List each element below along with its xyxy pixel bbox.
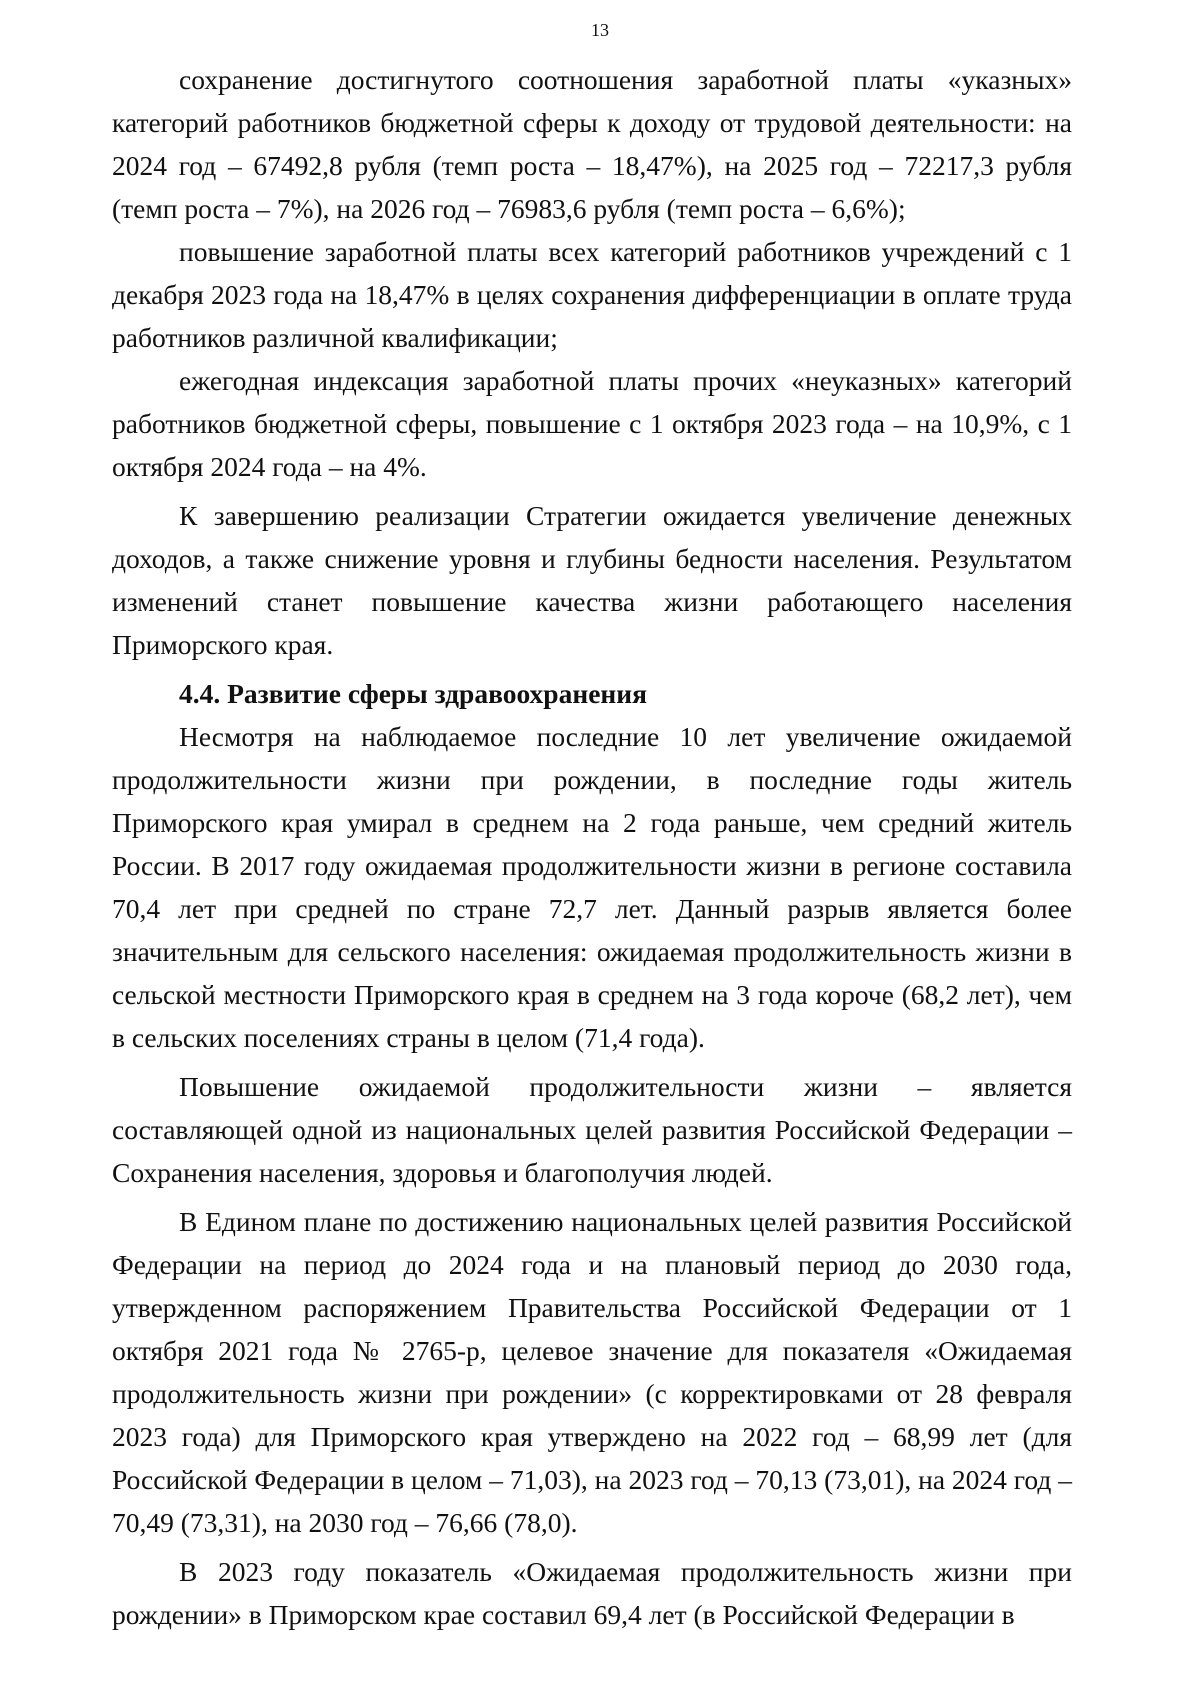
paragraph-2023-indicator: В 2023 году показатель «Ожидаемая продолжительность жизни при рождении» в Приморском крае составил 69,4 лет (в Российской Федерации в <box>112 1556 1072 1630</box>
paragraph-salary-ratio: сохранение достигнутого соотношения заработной платы «указных» категорий работников бюджетной сферы к доходу от трудовой деятельности: на 2024 год – 67492,8 рубля (темп роста – 18,47%), на 2025 год – 72217,3 рубля (темп роста – 7%), на 2026 год – 76983,6 рубля (темп роста – 6,6%); <box>112 64 1072 224</box>
paragraph-unified-plan: В Едином плане по достижению национальных целей развития Российской Федерации на период до 2024 года и на плановый период до 2030 года, утвержденном распоряжением Правительства Российской Федерации от 1 октября 2021 года № 2765-р, целевое значение для показателя «Ожидаемая продолжительность жизни при рождении» (с корректировками от 28 февраля 2023 года) для Приморского края утверждено на 2022 год – 68,99 лет (для Российской Федерации в целом – 71,03), на 2023 год – 70,13 (73,01), на 2024 год – 70,49 (73,31), на 2030 год – 76,66 (78,0). <box>112 1206 1072 1538</box>
paragraph-life-expectancy-gap: Несмотря на наблюдаемое последние 10 лет увеличение ожидаемой продолжительности жизни при рождении, в последние годы житель Приморского края умирал в среднем на 2 года раньше, чем средний житель России. В 2017 году ожидаемая продолжительности жизни в регионе составила 70,4 лет при средней по стране 72,7 лет. Данный разрыв является более значительным для сельского населения: ожидаемая продолжительность жизни в сельской местности Приморского края в среднем на 3 года короче (68,2 лет), чем в сельских поселениях страны в целом (71,4 года). <box>112 721 1072 1053</box>
paragraph-salary-indexation: ежегодная индексация заработной платы прочих «неуказных» категорий работников бюджетной сферы, повышение с 1 октября 2023 года – на 10,9%, с 1 октября 2024 года – на 4%. <box>112 365 1072 482</box>
paragraph-strategy-result: К завершению реализации Стратегии ожидается увеличение денежных доходов, а также снижение уровня и глубины бедности населения. Результатом изменений станет повышение качества жизни работающего населения Приморского края. <box>112 500 1072 660</box>
page-number: 13 <box>591 20 609 40</box>
paragraph-national-goal: Повышение ожидаемой продолжительности жизни – является составляющей одной из национальных целей развития Российской Федерации – Сохранения населения, здоровья и благополучия людей. <box>112 1071 1072 1188</box>
paragraph-salary-increase: повышение заработной платы всех категорий работников учреждений с 1 декабря 2023 года на 18,47% в целях сохранения дифференциации в оплате труда работников различной квалификации; <box>112 236 1072 353</box>
section-heading: 4.4. Развитие сферы здравоохранения <box>179 678 647 709</box>
document-body <box>112 58 1072 1636</box>
